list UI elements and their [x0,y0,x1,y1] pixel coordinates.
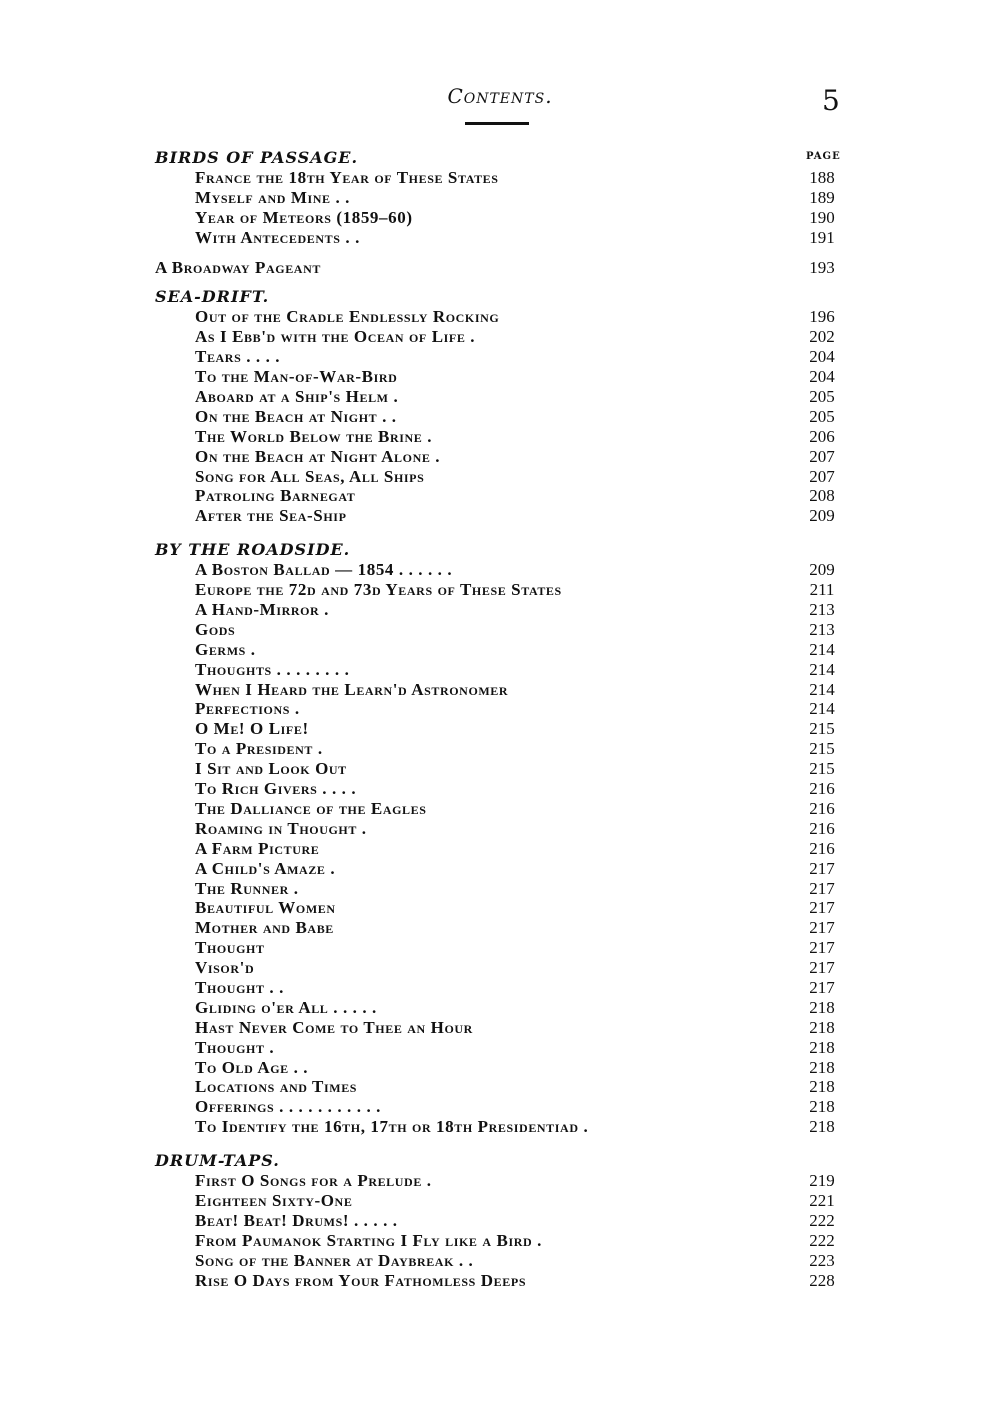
entry-page-number: 215 [809,759,835,779]
entry-page-number: 218 [809,1037,835,1057]
entry-page-number: 189 [809,187,835,207]
table-of-contents [0,148,1000,1290]
toc-entry[interactable] [0,779,1000,799]
entry-title: Roaming in Thought . [195,818,367,838]
entry-page-number: 193 [809,257,835,277]
toc-entry[interactable] [0,879,1000,899]
entry-title: Perfections . [195,699,300,719]
section-heading: BY THE ROADSIDE. [155,540,351,560]
entry-page-number: 217 [809,918,835,938]
toc-entry[interactable] [0,407,1000,427]
toc-entry[interactable] [0,978,1000,998]
entry-title: On the Beach at Night . . [195,406,397,426]
entry-page-number: 204 [809,367,835,387]
toc-entry[interactable] [0,168,1000,188]
entry-page-number: 228 [809,1270,835,1290]
toc-entry[interactable] [0,699,1000,719]
entry-title: Germs . [195,639,256,659]
toc-entry[interactable] [0,799,1000,819]
entry-title: Thoughts . . . . . . . . [195,659,350,679]
entry-title: Gods [195,619,236,639]
entry-title: Year of Meteors (1859–60) [195,207,413,227]
entry-page-number: 202 [809,327,835,347]
entry-page-number: 204 [809,347,835,367]
entry-page-number: 218 [809,1017,835,1037]
toc-entry[interactable] [0,467,1000,487]
entry-page-number: 215 [809,719,835,739]
toc-entry[interactable] [0,938,1000,958]
toc-entry[interactable] [0,739,1000,759]
toc-entry[interactable] [0,208,1000,228]
entry-page-number: 214 [809,699,835,719]
entry-title: Gliding o'er All . . . . . [195,997,377,1017]
entry-title: With Antecedents . . [195,227,360,247]
entry-page-number: 196 [809,307,835,327]
toc-entry[interactable] [0,859,1000,879]
entry-page-number: 213 [809,619,835,639]
toc-entry[interactable] [0,506,1000,526]
entry-page-number: 208 [809,486,835,506]
toc-entry[interactable] [0,620,1000,640]
entry-title: France the 18th Year of These States [195,168,499,187]
toc-entry[interactable] [0,1271,1000,1291]
toc-entry[interactable] [0,680,1000,700]
toc-entry[interactable] [0,258,1000,278]
toc-entry[interactable] [0,839,1000,859]
toc-entry[interactable] [0,660,1000,680]
toc-entry[interactable] [0,228,1000,248]
entry-title: Thought . . [195,977,284,997]
entry-page-number: 221 [809,1190,835,1210]
toc-entry[interactable] [0,1211,1000,1231]
toc-section [0,258,1000,278]
page-number: 5 [822,84,840,117]
entry-page-number: 213 [809,600,835,620]
entry-title: As I Ebb'd with the Ocean of Life . [195,327,476,347]
entry-page-number: 214 [809,679,835,699]
section-gap [0,526,1000,540]
entry-title: Locations and Times [195,1077,358,1097]
toc-entry[interactable] [0,188,1000,208]
section-heading: BIRDS OF PASSAGE. [155,148,359,167]
toc-entry[interactable] [0,1038,1000,1058]
toc-entry[interactable] [0,719,1000,739]
entry-title: Offerings . . . . . . . . . . . [195,1097,381,1117]
toc-entry[interactable] [0,486,1000,506]
toc-entry[interactable] [0,327,1000,347]
toc-entry[interactable] [0,958,1000,978]
entry-title: Aboard at a Ship's Helm . [195,387,399,407]
entry-title: Rise O Days from Your Fathomless Deeps [195,1270,527,1290]
entry-page-number: 209 [809,560,835,580]
toc-entry[interactable] [0,1231,1000,1251]
entry-page-number: 211 [809,580,835,600]
toc-entry[interactable] [0,1077,1000,1097]
entry-title: After the Sea-Ship [195,506,347,526]
entry-title: On the Beach at Night Alone . [195,446,441,466]
entry-title: I Sit and Look Out [195,759,347,779]
toc-entry[interactable] [0,1171,1000,1191]
entry-title: The Dalliance of the Eagles [195,798,427,818]
entry-title: The Runner . [195,878,299,898]
entry-page-number: 214 [809,639,835,659]
entry-page-number: 216 [809,838,835,858]
toc-entry[interactable] [0,640,1000,660]
toc-entry[interactable] [0,307,1000,327]
section-gap [0,1137,1000,1151]
entry-title: Myself and Mine . . [195,187,351,207]
toc-entry[interactable] [0,759,1000,779]
entry-title: To the Man-of-War-Bird [195,367,398,387]
entry-page-number: 222 [809,1210,835,1230]
entry-page-number: 215 [809,739,835,759]
entry-page-number: 217 [809,977,835,997]
entry-page-number: 217 [809,878,835,898]
entry-title: Song of the Banner at Daybreak . . [195,1250,474,1270]
toc-entry[interactable] [0,560,1000,580]
entry-title: Visor'd [195,958,255,978]
toc-entry[interactable] [0,1058,1000,1078]
entry-title: Beautiful Women [195,898,336,918]
entry-page-number: 190 [809,207,835,227]
entry-page-number: 222 [809,1230,835,1250]
entry-title: A Child's Amaze . [195,858,336,878]
toc-entry[interactable] [0,600,1000,620]
running-title: Contents. [447,84,553,108]
entry-title: To Rich Givers . . . . [195,779,357,799]
entry-title: First O Songs for a Prelude . [195,1171,432,1191]
toc-entry[interactable] [0,1251,1000,1271]
entry-title: To Identify the 16th, 17th or 18th Presidentiad . [195,1117,589,1137]
toc-section [0,540,1000,1137]
entry-page-number: 218 [809,1097,835,1117]
toc-entry[interactable] [0,1097,1000,1117]
entry-title: Hast Never Come to Thee an Hour [195,1017,473,1037]
toc-section [0,148,1000,248]
entry-title: When I Heard the Learn'd Astronomer [195,679,509,699]
entry-page-number: 206 [809,426,835,446]
entry-page-number: 207 [809,466,835,486]
toc-entry[interactable] [0,918,1000,938]
entry-page-number: 223 [809,1250,835,1270]
entry-page-number: 214 [809,659,835,679]
toc-entry[interactable] [0,819,1000,839]
entry-page-number: 218 [809,1077,835,1097]
entry-page-number: 218 [809,1117,835,1137]
entry-page-number: 217 [809,938,835,958]
toc-entry[interactable] [0,367,1000,387]
entry-title: A Boston Ballad — 1854 . . . . . . [195,560,453,580]
entry-page-number: 188 [809,168,835,187]
entry-title: Europe the 72d and 73d Years of These States [195,580,562,600]
entry-page-number: 217 [809,858,835,878]
entry-page-number: 216 [809,779,835,799]
entry-title: A Farm Picture [195,838,320,858]
section-heading: DRUM-TAPS. [155,1151,280,1171]
entry-title: Patroling Barnegat [195,486,356,506]
entry-title: From Paumanok Starting I Fly like a Bird . [195,1230,542,1250]
entry-title: To Old Age . . [195,1057,309,1077]
toc-entry[interactable] [0,447,1000,467]
entry-title: Eighteen Sixty-One [195,1190,353,1210]
entry-title: Thought [195,938,265,958]
entry-title: A Broadway Pageant [155,257,321,277]
toc-section [0,287,1000,526]
entry-title: Song for All Seas, All Ships [195,466,425,486]
section-gap [0,248,1000,258]
toc-entry[interactable] [0,998,1000,1018]
toc-entry[interactable] [0,387,1000,407]
entry-page-number: 219 [809,1171,835,1191]
entry-page-number: 205 [809,406,835,426]
entry-page-number: 217 [809,958,835,978]
toc-entry[interactable] [0,347,1000,367]
toc-entry[interactable] [0,1018,1000,1038]
entry-page-number: 207 [809,446,835,466]
toc-entry[interactable] [0,580,1000,600]
entry-title: Thought . [195,1037,275,1057]
entry-title: A Hand-Mirror . [195,600,330,620]
entry-page-number: 191 [809,227,835,247]
toc-entry[interactable] [0,427,1000,447]
toc-entry[interactable] [0,898,1000,918]
toc-entry[interactable] [0,1191,1000,1211]
entry-title: Mother and Babe [195,918,334,938]
entry-title: The World Below the Brine . [195,426,433,446]
entry-page-number: 217 [809,898,835,918]
entry-page-number: 218 [809,997,835,1017]
section-heading: SEA-DRIFT. [155,287,270,307]
entry-page-number: 216 [809,818,835,838]
entry-title: Tears . . . . [195,347,281,367]
toc-section [0,1151,1000,1290]
toc-entry[interactable] [0,1117,1000,1137]
entry-title: To a President . [195,739,323,759]
title-rule [465,122,529,125]
entry-title: Out of the Cradle Endlessly Rocking [195,307,500,327]
entry-title: O Me! O Life! [195,719,309,739]
entry-page-number: 218 [809,1057,835,1077]
page-column-label: PAGE [806,151,841,162]
entry-page-number: 205 [809,387,835,407]
entry-page-number: 209 [809,506,835,526]
entry-page-number: 216 [809,798,835,818]
section-gap [0,277,1000,287]
entry-title: Beat! Beat! Drums! . . . . . [195,1210,398,1230]
